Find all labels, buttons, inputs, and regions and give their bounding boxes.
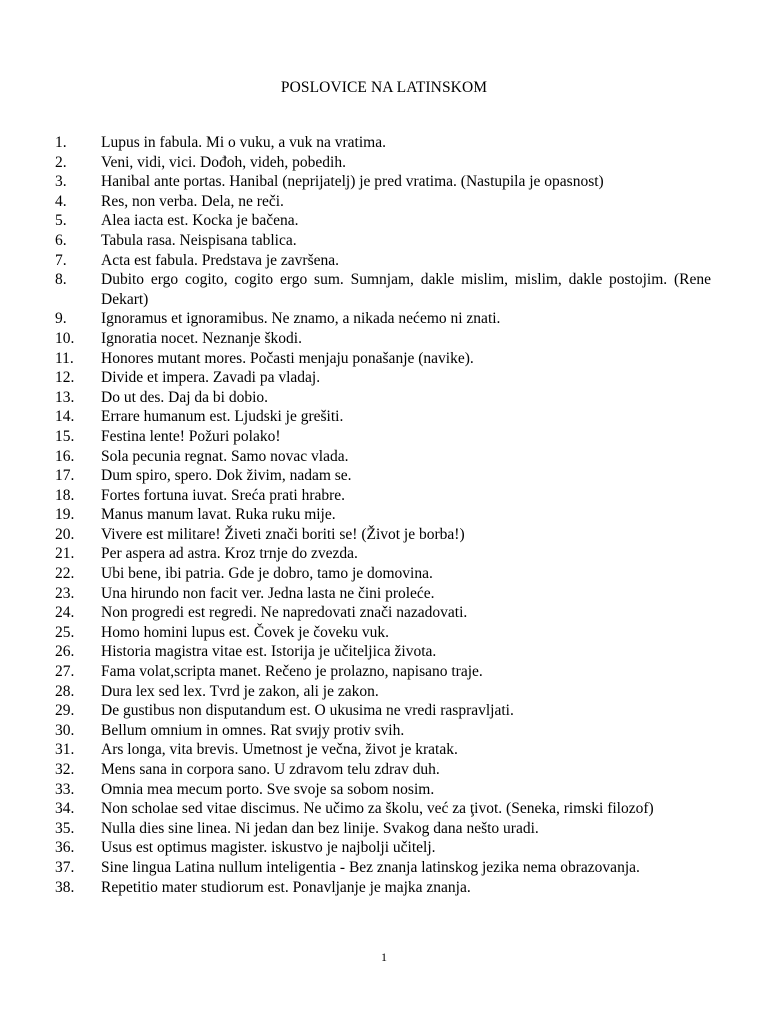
list-item-text: Repetitio mater studiorum est. Ponavljanje je majka znanja. <box>101 878 471 896</box>
list-item <box>0 211 768 231</box>
list-item <box>0 799 768 819</box>
list-item-text: Nulla dies sine linea. Ni jedan dan bez linije. Svakog dana nešto uradi. <box>101 819 539 837</box>
list-item-number: 7. <box>55 251 67 269</box>
list-item-text: Ubi bene, ibi patria. Gde je dobro, tamo je domovina. <box>101 565 433 583</box>
list-item <box>0 662 768 682</box>
list-item-number: 28. <box>55 682 75 700</box>
list-item-number: 14. <box>55 408 75 426</box>
list-item-text: Vivere est militare! Živeti znači boriti se! (Život je borba!) <box>101 525 465 543</box>
list-item <box>0 721 768 741</box>
list-item-number: 21. <box>55 545 75 563</box>
list-item <box>0 564 768 584</box>
list-item-text: Manus manum lavat. Ruka ruku mije. <box>101 506 336 524</box>
list-item <box>0 447 768 467</box>
list-item-number: 33. <box>55 780 75 798</box>
list-item <box>0 525 768 545</box>
list-item <box>0 505 768 525</box>
list-item-number: 26. <box>55 643 75 661</box>
list-item-number: 13. <box>55 388 75 406</box>
list-item-text: Usus est optimus magister. iskustvo je najbolji učitelj. <box>101 839 436 857</box>
list-item-text: Acta est fabula. Predstava je završena. <box>101 251 339 269</box>
list-item-number: 3. <box>55 173 67 191</box>
list-item <box>0 819 768 839</box>
list-item-text: Ars longa, vita brevis. Umetnost je večna, život je kratak. <box>101 741 458 759</box>
list-item-text: Honores mutant mores. Počasti menjaju ponašanje (navike). <box>101 349 474 367</box>
list-item-text: Bellum omnium in omnes. Rat svију protiv svih. <box>101 721 405 739</box>
list-item-text: Dubito ergo cogito, cogito ergo sum. Sumnjam, dakle mislim, mislim, dakle postojim. (Rene Dekart) <box>101 271 711 308</box>
list-item <box>0 603 768 623</box>
list-item-text: Veni, vidi, vici. Dođoh, videh, pobedih. <box>101 153 346 171</box>
list-item-number: 25. <box>55 623 75 641</box>
list-item-text: Errare humanum est. Ljudski je grešiti. <box>101 408 344 426</box>
list-item <box>0 231 768 251</box>
list-item-text: Homo homini lupus est. Čovek je čoveku vuk. <box>101 623 390 641</box>
list-item <box>0 427 768 447</box>
list-item-text: Festina lente! Požuri polako! <box>101 427 281 445</box>
list-item-text: Sine lingua Latina nullum inteligentia - Bez znanja latinskog jezika nema obrazovanja. <box>101 858 640 876</box>
list-item-text: Ignoratia nocet. Neznanje škodi. <box>101 329 302 347</box>
list-item-number: 9. <box>55 310 67 328</box>
list-item-number: 36. <box>55 839 75 857</box>
page-title: POSLOVICE NA LATINSKOM <box>280 79 488 96</box>
list-item-number: 35. <box>55 819 75 837</box>
list-item-text: Non progredi est regredi. Ne napredovati znači nazadovati. <box>101 604 468 622</box>
list-item-number: 2. <box>55 153 67 171</box>
list-item <box>0 407 768 427</box>
list-item-number: 11. <box>55 349 74 367</box>
list-item <box>0 838 768 858</box>
list-item-text: Non scholae sed vitae discimus. Ne učimo za školu, već za ţivot. (Seneka, rimski filozof) <box>101 800 654 818</box>
list-item <box>0 270 768 309</box>
list-item-text: Res, non verba. Dela, ne reči. <box>101 192 284 210</box>
list-item-text: Una hirundo non facit ver. Jedna lasta ne čini proleće. <box>101 584 435 602</box>
list-item <box>0 623 768 643</box>
list-item-number: 17. <box>55 467 75 485</box>
list-item-text: Tabula rasa. Neispisana tablica. <box>101 231 297 249</box>
list-item <box>0 388 768 408</box>
list-item-text: Historia magistra vitae est. Istorija je učiteljica života. <box>101 643 437 661</box>
list-item <box>0 878 768 898</box>
list-item <box>0 760 768 780</box>
list-item-text: Do ut des. Daj da bi dobio. <box>101 388 269 406</box>
list-item <box>0 858 768 878</box>
list-item-number: 32. <box>55 761 75 778</box>
list-item-number: 27. <box>55 663 75 681</box>
list-item <box>0 192 768 212</box>
list-item-number: 18. <box>55 486 75 504</box>
list-item-number: 6. <box>55 231 67 249</box>
list-item-number: 15. <box>55 427 75 445</box>
list-item-number: 23. <box>55 584 75 602</box>
list-item-number: 12. <box>55 369 75 387</box>
list-item-number: 37. <box>55 858 75 876</box>
list-item-text: De gustibus non disputandum est. O ukusima ne vredi raspravljati. <box>101 702 514 720</box>
list-item <box>0 584 768 604</box>
list-item-text: Sola pecunia regnat. Samo novac vlada. <box>101 447 349 465</box>
list-item-text: Lupus in fabula. Mi o vuku, a vuk na vratima. <box>101 134 386 151</box>
list-item-text: Mens sana in corpora sano. U zdravom telu zdrav duh. <box>101 761 440 778</box>
list-item-number: 4. <box>55 192 67 210</box>
list-item-number: 30. <box>55 721 75 739</box>
list-item <box>0 172 768 192</box>
list-item <box>0 642 768 662</box>
list-item-text: Hanibal ante portas. Hanibal (neprijatelj) je pred vratima. (Nastupila je opasnost) <box>101 173 604 191</box>
list-item-number: 19. <box>55 506 75 524</box>
list-item-number: 31. <box>55 741 75 759</box>
list-item-text: Ignoramus et ignoramibus. Ne znamo, a nikada nećemo ni znati. <box>101 310 501 328</box>
list-item-text: Per aspera ad astra. Kroz trnje do zvezda. <box>101 545 358 563</box>
list-item-number: 10. <box>55 329 75 347</box>
list-item <box>0 701 768 721</box>
list-item-text: Fortes fortuna iuvat. Sreća prati hrabre. <box>101 486 346 504</box>
list-item-number: 16. <box>55 447 75 465</box>
list-item <box>0 133 768 153</box>
list-item-text: Dum spiro, spero. Dok živim, nadam se. <box>101 467 352 485</box>
list-item-number: 1. <box>55 134 67 151</box>
list-item <box>0 368 768 388</box>
list-item <box>0 486 768 506</box>
list-item-text: Dura lex sed lex. Tvrd je zakon, ali je zakon. <box>101 682 379 700</box>
list-item <box>0 329 768 349</box>
list-item-number: 29. <box>55 702 75 720</box>
list-item-number: 34. <box>55 800 75 818</box>
list-item <box>0 544 768 564</box>
list-item-number: 38. <box>55 878 75 896</box>
list-item <box>0 251 768 271</box>
list-item <box>0 682 768 702</box>
list-item-text: Alea iacta est. Kocka je bačena. <box>101 212 299 230</box>
list-item <box>0 153 768 173</box>
proverb-list <box>0 133 768 897</box>
list-item-text: Omnia mea mecum porto. Sve svoje sa sobom nosim. <box>101 780 435 798</box>
list-item-text: Divide et impera. Zavadi pa vladaj. <box>101 369 321 387</box>
list-item <box>0 780 768 800</box>
list-item-number: 24. <box>55 604 75 622</box>
page-number: 1 <box>381 950 387 964</box>
list-item-text: Fama volat,scripta manet. Rečeno je prolazno, napisano traje. <box>101 663 483 681</box>
list-item-number: 8. <box>55 271 67 289</box>
list-item <box>0 349 768 369</box>
list-item <box>0 466 768 486</box>
list-item-number: 5. <box>55 212 67 230</box>
list-item <box>0 309 768 329</box>
list-item-number: 22. <box>55 565 75 583</box>
list-item <box>0 740 768 760</box>
list-item-number: 20. <box>55 525 75 543</box>
